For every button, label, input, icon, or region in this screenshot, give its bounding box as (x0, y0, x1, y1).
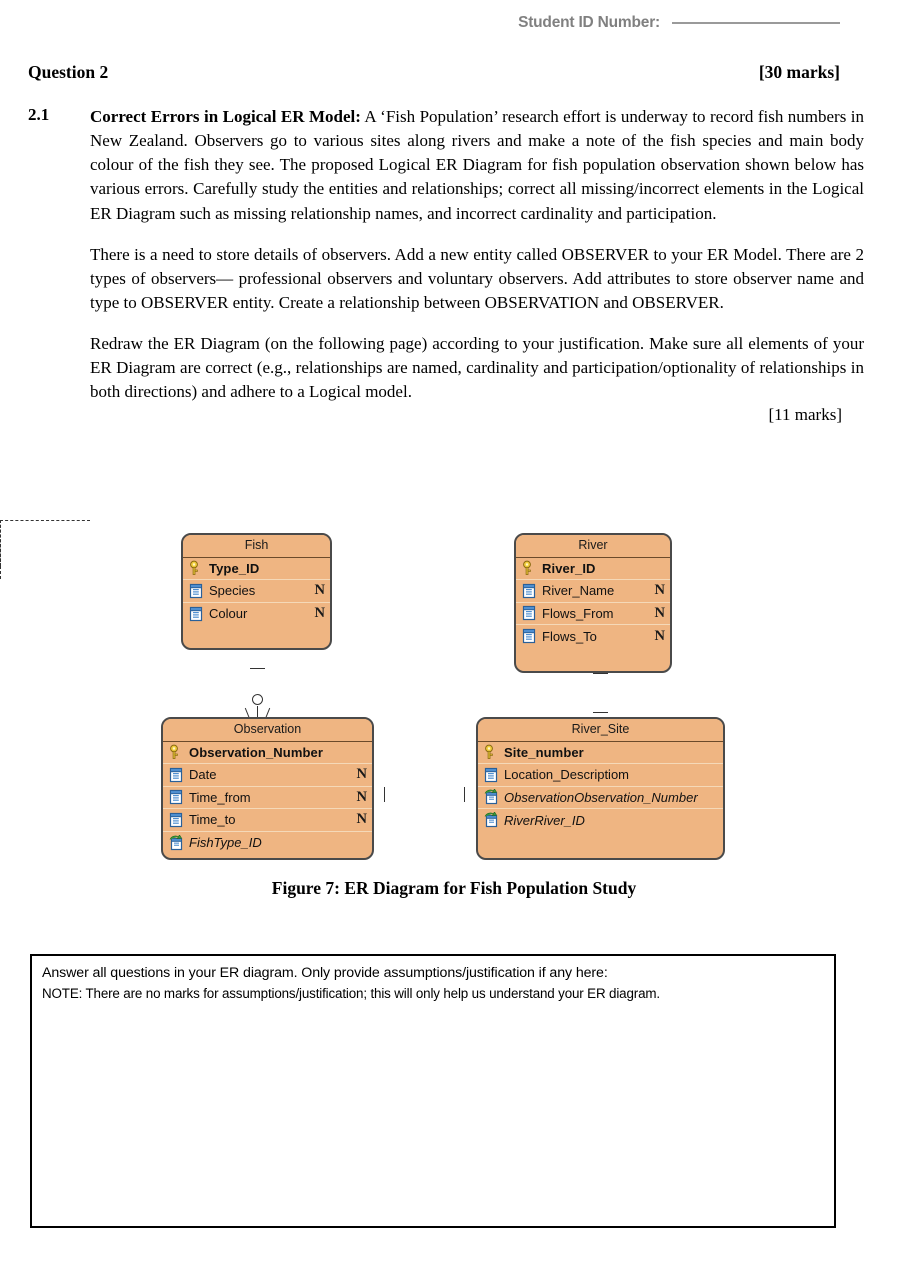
paragraph-3: Redraw the ER Diagram (on the following page) according to your justification. Make sure all elements of your ER Diagram are correct (e.g., relationships are named, cardinality and participation/optionality of relationships in both directions) and adhere to a Logical model. (90, 334, 864, 402)
entity-observation-title: Observation (163, 719, 372, 742)
question-body (28, 105, 864, 425)
paragraph-1-text: A ‘Fish Population’ research effort is underway to record fish numbers in New Zealand. Observers go to various sites along rivers and make a note of the fish species and main body colour of the fish they see. The proposed Logical ER Diagram for fish population observation shown below has various errors. Carefully study the entities and relationships; correct all missing/incorrect elements in the Logical ER Diagram such as missing relationship names, and incorrect cardinality and participation. (90, 107, 865, 223)
key-icon (484, 744, 499, 760)
nullability-mark: N (356, 811, 367, 828)
column-icon (189, 583, 204, 599)
question-title: Question 2 (28, 62, 109, 82)
nullability-mark: N (314, 582, 325, 599)
attribute-name: Date (189, 767, 217, 783)
relationship-line (0, 520, 1, 566)
foreign-key-icon (484, 789, 499, 805)
column-icon (484, 767, 499, 783)
cardinality-one-bar (250, 668, 265, 669)
entity-river-site-title: River_Site (478, 719, 723, 742)
attribute-row (163, 809, 372, 832)
key-icon (169, 744, 184, 760)
column-icon (169, 789, 184, 805)
attribute-name: Site_number (504, 744, 584, 760)
question-marks: [30 marks] (758, 62, 840, 82)
page-header (0, 14, 908, 32)
entity-fish (181, 533, 332, 650)
attribute-row (516, 558, 670, 581)
nullability-mark: N (356, 788, 367, 805)
cardinality-one-bar (464, 787, 465, 802)
attribute-row (183, 558, 330, 581)
entity-river-title: River (516, 535, 670, 558)
attribute-row (183, 580, 330, 603)
attribute-row (163, 832, 372, 855)
attribute-row (163, 787, 372, 810)
attribute-name: Type_ID (209, 560, 260, 576)
question-number: 2.1 (28, 105, 50, 124)
question-2-1 (28, 105, 864, 425)
attribute-row (183, 603, 330, 626)
relationship-line (0, 566, 1, 579)
entity-river-site (476, 717, 725, 860)
student-id-write-line (672, 22, 840, 24)
relationship-line (0, 520, 90, 521)
relationship-river-riversite (0, 520, 908, 870)
attribute-name: Time_from (189, 789, 251, 805)
column-icon (169, 767, 184, 783)
nullability-mark: N (356, 766, 367, 783)
attribute-name: Flows_From (542, 605, 614, 621)
question-title-row (28, 62, 840, 83)
column-icon (522, 628, 537, 644)
attribute-row (478, 809, 723, 832)
nullability-mark: N (654, 582, 665, 599)
attribute-name: River_Name (542, 583, 615, 599)
attribute-row (516, 625, 670, 648)
attribute-name: Observation_Number (189, 744, 324, 760)
attribute-name: Time_to (189, 812, 236, 828)
cardinality-one-bar (593, 712, 608, 713)
key-icon (189, 560, 204, 576)
attribute-name: Colour (209, 606, 248, 622)
student-id-label: Student ID Number: (518, 14, 660, 31)
cardinality-one-bar (593, 673, 608, 674)
attribute-row (163, 764, 372, 787)
attribute-name: Flows_To (542, 628, 597, 644)
attribute-row (516, 580, 670, 603)
attribute-row (516, 603, 670, 626)
nullability-mark: N (654, 627, 665, 644)
column-icon (169, 812, 184, 828)
attribute-name: FishType_ID (189, 835, 262, 851)
entity-river (514, 533, 672, 673)
column-icon (522, 605, 537, 621)
paragraph-1 (90, 105, 864, 226)
paragraph-2: There is a need to store details of observers. Add a new entity called OBSERVER to your ER Model. There are 2 types of observers— professional observers and voluntary observers. Add attributes to store observer name and type to OBSERVER entity. Create a relationship between OBSERVATION and OBSERVER. (90, 244, 864, 312)
answer-box[interactable] (30, 954, 836, 1228)
foreign-key-icon (484, 812, 499, 828)
relationship-observation-riversite (0, 520, 908, 870)
entity-fish-title: Fish (183, 535, 330, 558)
attribute-name: River_ID (542, 560, 596, 576)
attribute-name: Location_Descriptiom (504, 767, 630, 783)
attribute-name: ObservationObservation_Number (504, 789, 698, 805)
column-icon (522, 583, 537, 599)
attribute-name: RiverRiver_ID (504, 812, 585, 828)
sub-question-marks: [11 marks] (768, 405, 842, 425)
figure-caption: Figure 7: ER Diagram for Fish Population Study (271, 878, 637, 898)
er-diagram (0, 520, 908, 870)
attribute-name: Species (209, 583, 256, 599)
attribute-row (478, 764, 723, 787)
cardinality-one-bar (384, 787, 385, 802)
key-icon (522, 560, 537, 576)
nullability-mark: N (314, 605, 325, 622)
attribute-row (163, 742, 372, 765)
relationship-line (0, 520, 1, 567)
column-icon (189, 606, 204, 622)
relationship-fish-observation (0, 520, 908, 870)
attribute-row (478, 787, 723, 810)
nullability-mark: N (654, 604, 665, 621)
answer-box-instruction: Answer all questions in your ER diagram. Only provide assumptions/justification if any here: (42, 965, 608, 981)
question-heading: Correct Errors in Logical ER Model: (90, 107, 361, 126)
answer-box-note: NOTE: There are no marks for assumptions/justification; this will only help us understand your ER diagram. (42, 986, 660, 1002)
foreign-key-icon (169, 835, 184, 851)
optionality-zero-circle (252, 694, 263, 705)
attribute-row (478, 742, 723, 765)
entity-observation (161, 717, 374, 860)
